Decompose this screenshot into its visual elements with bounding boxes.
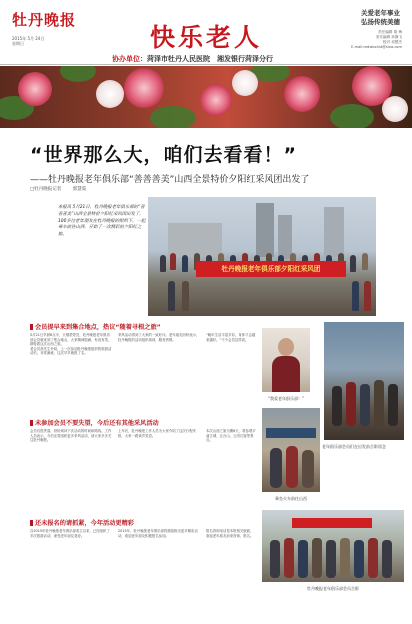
issue-day: 星期日 bbox=[12, 41, 24, 46]
section1-col1-para2: 老会员高先生介绍，上一次参加牡丹晚报组织的旅游活动后，非常满意，这次早早就报了名。 bbox=[30, 346, 112, 356]
editor-line: 责任编辑 胡 梅 bbox=[378, 30, 402, 34]
train-photo bbox=[262, 408, 320, 492]
section2-col2: 上车后，牡丹晚报工作人员为大家介绍了这次行程安排，大家一路欢声笑语。 bbox=[118, 429, 196, 438]
proofreader-line: 校对 邓慧杰 bbox=[382, 40, 402, 44]
issue-date: 2015年 5月 24日 bbox=[12, 36, 45, 41]
section1-col1 bbox=[30, 333, 112, 356]
section3-col2: 2015年，牡丹晚报老年俱乐部将继续推出更多精彩活动，欢迎老年朋友积极报名参加。 bbox=[118, 529, 198, 538]
byline-source: □牡丹晚报记者 bbox=[30, 187, 62, 192]
slogan-line-2: 弘扬传统美德 bbox=[361, 18, 400, 26]
train-caption: 乘坐火车前往山西 bbox=[275, 496, 307, 501]
group-photo bbox=[148, 197, 376, 316]
masthead-divider bbox=[0, 64, 412, 65]
section-heading-2: 未参加会员不要失望，今后还有其他采风活动 bbox=[30, 418, 159, 427]
article-lead: 本报讯 5月21日，牡丹晚报老年俱乐部的“善善善美”山西全景特价夕阳红采风团出发了，100多位老年朋友在牡丹晚报的组织下，一起乘车前往山西，开始了一次精彩的夕阳红之旅。 bbox=[58, 205, 146, 238]
contact-info bbox=[320, 30, 402, 50]
article-subheadline: ——牡丹晚报老年俱乐部“善善善美”山西全景特价夕阳红采风团出发了 bbox=[30, 175, 310, 185]
flower-banner-image bbox=[0, 66, 412, 128]
newspaper-logo: 牡丹晚报 bbox=[12, 11, 77, 29]
article-headline: “世界那么大，咱们去看看！” bbox=[30, 144, 297, 166]
section1-col3: “晚年生活丰富多彩，身体才会越来越好。”不少会员这样说。 bbox=[206, 333, 256, 342]
bottom-group-photo bbox=[262, 510, 404, 582]
co-organizer-label: 协办单位： bbox=[112, 55, 147, 63]
right-column-photo bbox=[324, 322, 404, 440]
section1-col1-para1: 5月21日早晨6点半，天刚蒙蒙亮，牡丹晚报老年俱乐部会员就来到了集合地点，大家精神饱满，有说有笑，期待着这次山西之旅。 bbox=[30, 333, 112, 347]
co-organizer-names: 菏泽市牡丹人民医院 湘发银行菏泽分行 bbox=[147, 55, 273, 63]
section2-col1: 会员们很羡慕，纷纷询问下次活动的时间和路线。工作人员表示，今后还将组织更多采风活动，请大家多多关注牡丹晚报。 bbox=[30, 429, 112, 443]
old-man-photo bbox=[262, 328, 310, 392]
email-line: E-mail:mdwbxhst@sina.com bbox=[351, 45, 402, 49]
section-title: 快乐老人 bbox=[150, 23, 263, 52]
byline-author: 郭慧茹 bbox=[72, 187, 87, 192]
old-man-caption: “我爱老年俱乐部！” bbox=[267, 396, 305, 401]
right-column-caption: 老年俱乐部会员们在出发前合影留念 bbox=[322, 444, 386, 449]
section-heading-1: 会员提早来到集合地点，热议“随着寻根之旅” bbox=[30, 322, 161, 331]
slogan bbox=[334, 9, 400, 27]
group-banner: 牡丹晚报老年俱乐部夕阳红采风团 bbox=[196, 261, 346, 277]
bottom-group-caption: 牡丹晚报老年俱乐部会员合影 bbox=[307, 586, 359, 591]
art-editor-line: 美术编辑 孙静飞 bbox=[375, 35, 402, 39]
section1-col2: 采风活动得到了大家的一致好评。老年朋友纷纷表示，牡丹晚报的活动组织周到，服务热情。 bbox=[118, 333, 200, 342]
section-heading-3: 还未报名的请抓紧，今年活动更精彩 bbox=[30, 518, 134, 527]
issue-info bbox=[12, 36, 44, 46]
section2-col3: 本次山西之旅为期6天，将参观平遥古城、五台山、云冈石窟等景点。 bbox=[206, 429, 256, 443]
slogan-line-1: 关爱老年事业 bbox=[361, 9, 400, 17]
section3-col3: 报名咨询电话见本报相关版面，欢迎老年朋友前来咨询、报名。 bbox=[206, 529, 254, 538]
article-byline bbox=[30, 186, 96, 192]
co-organizer-bar bbox=[112, 54, 300, 64]
section3-col1: 自2015年牡丹晚报老年俱乐部成立以来，已经组织了多次旅游活动，深受老年朋友喜爱。 bbox=[30, 529, 110, 538]
